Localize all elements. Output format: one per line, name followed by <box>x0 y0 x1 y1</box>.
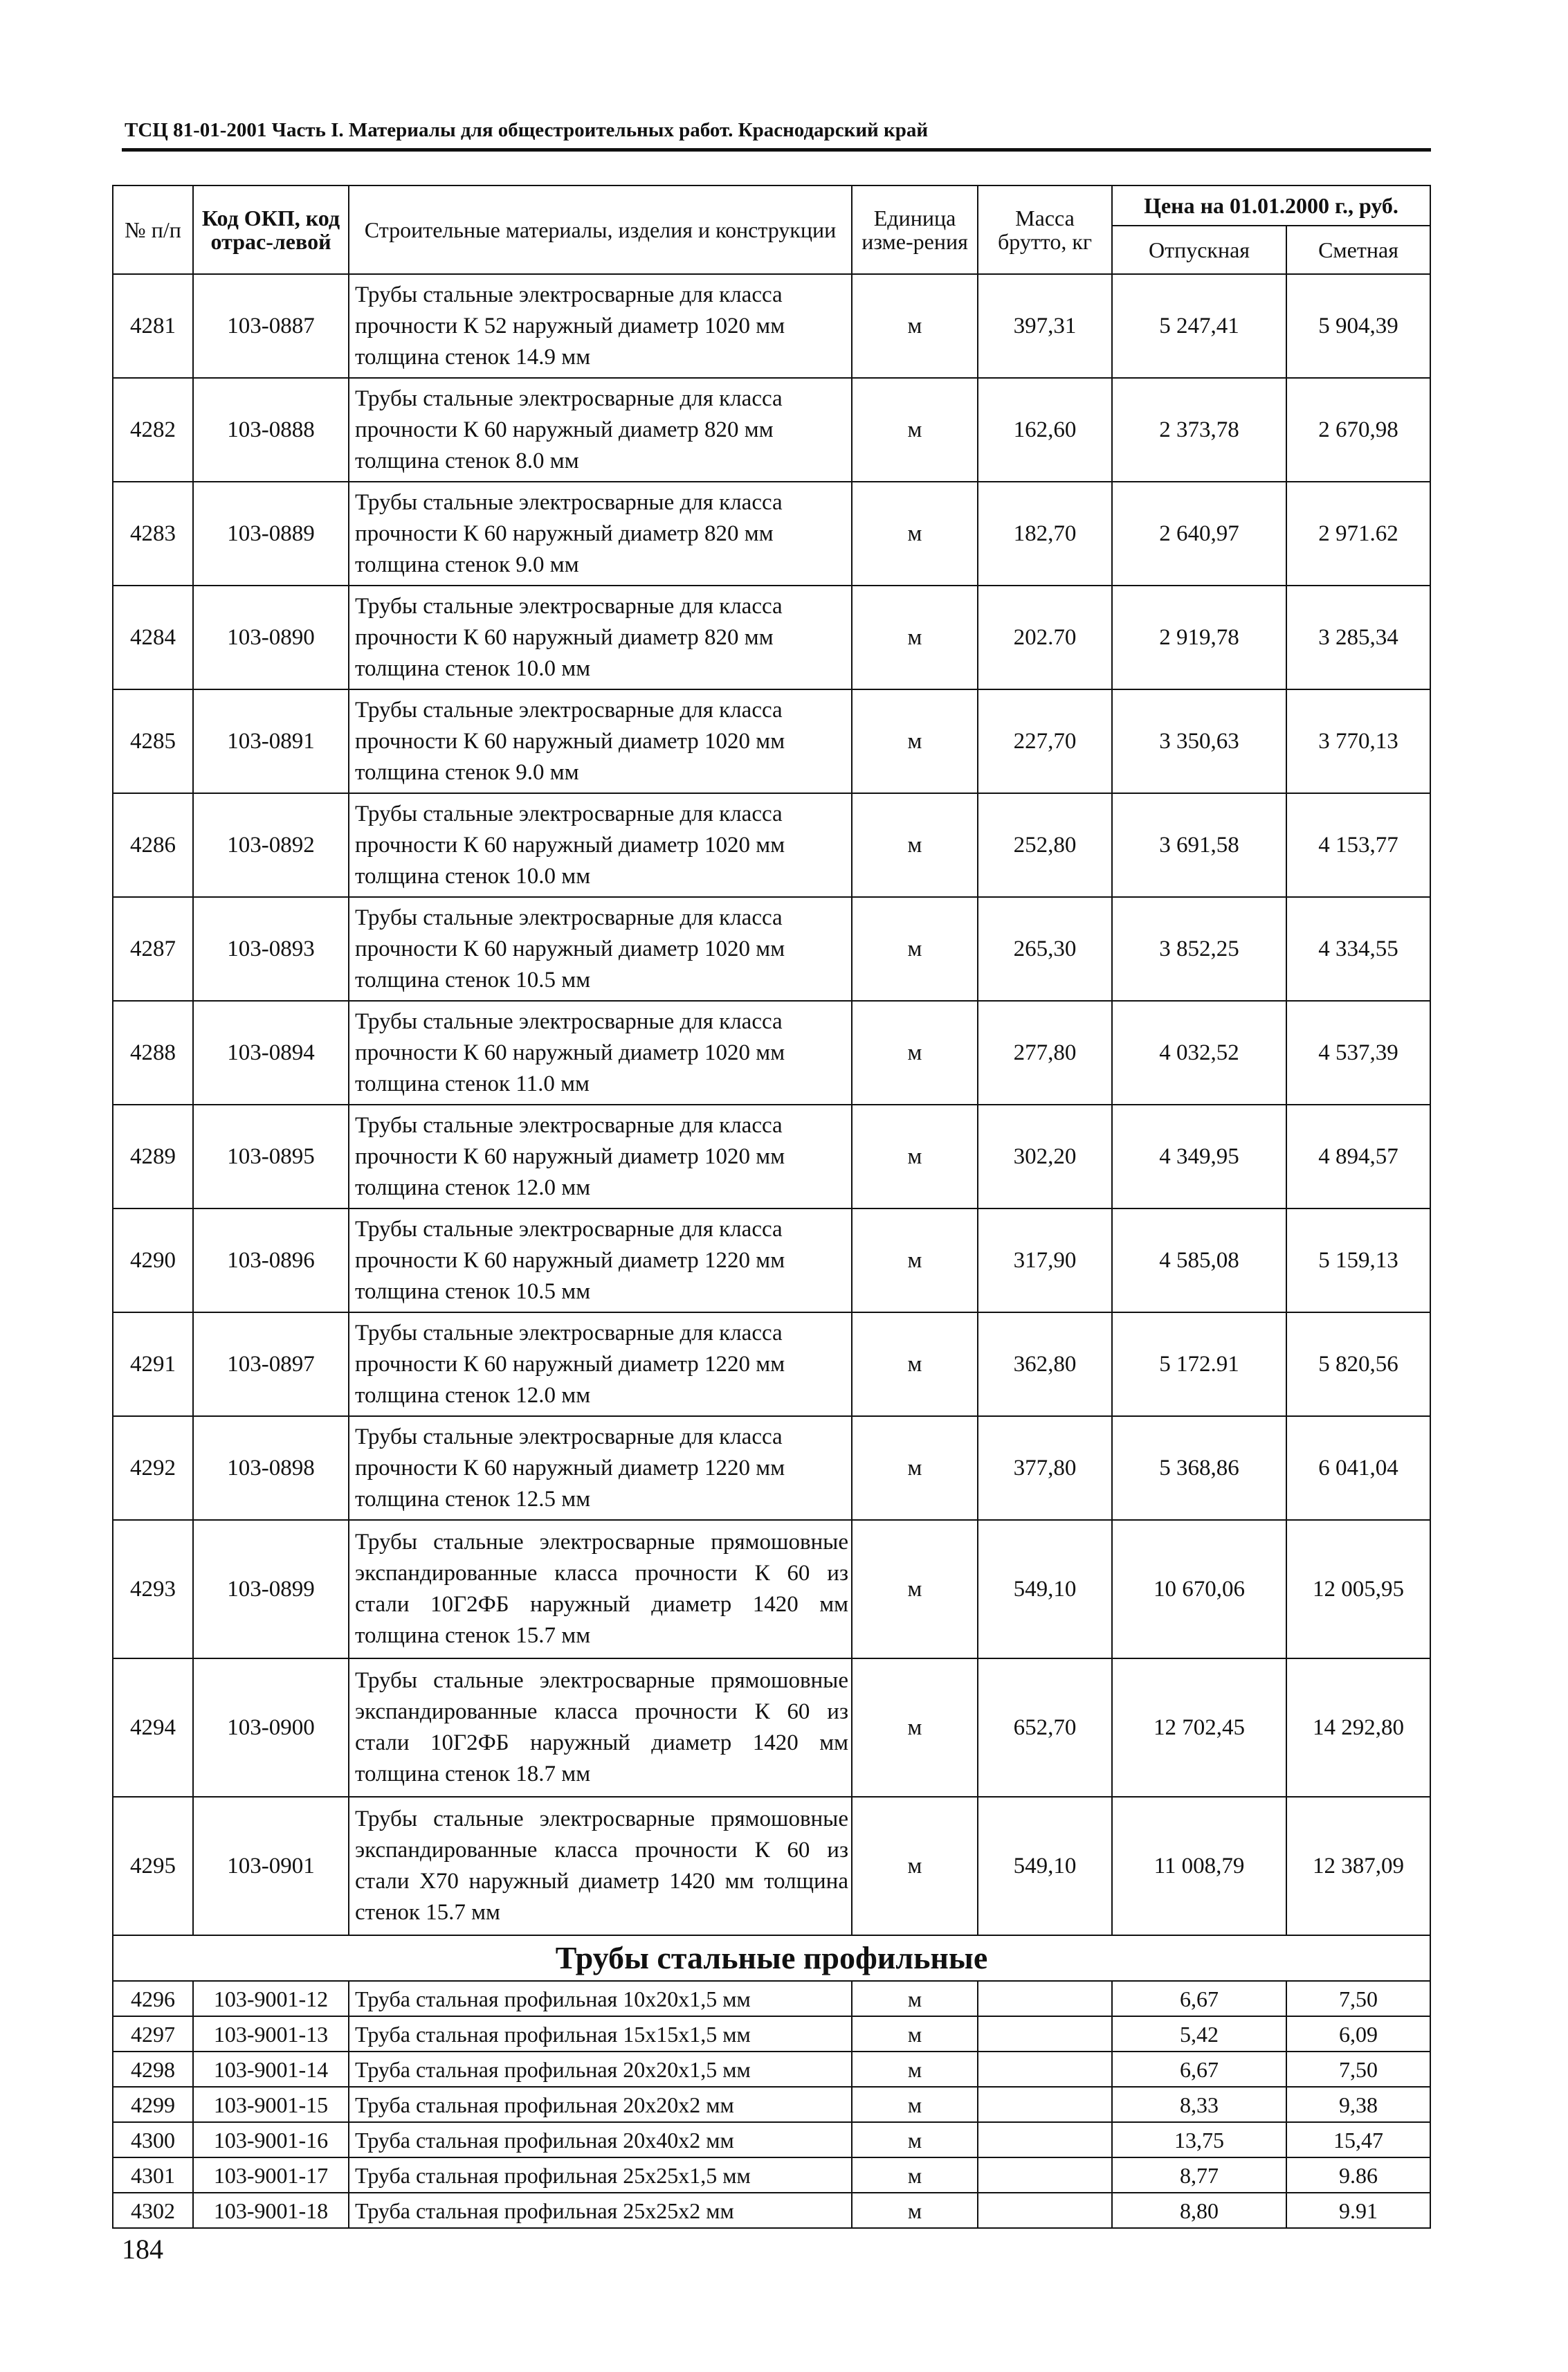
row-price-release: 4 032,52 <box>1112 1001 1286 1105</box>
row-number: 4292 <box>113 1416 193 1520</box>
row-code: 103-0900 <box>193 1658 349 1797</box>
row-price-estimate: 5 904,39 <box>1286 274 1430 378</box>
row-mass <box>978 1981 1112 2016</box>
row-unit: м <box>852 2122 978 2157</box>
row-code: 103-0894 <box>193 1001 349 1105</box>
table-row <box>113 1105 1430 1208</box>
row-price-estimate: 3 770,13 <box>1286 689 1430 793</box>
table-row <box>113 689 1430 793</box>
col-header-mass: Масса брутто, кг <box>978 185 1112 274</box>
row-unit: м <box>852 793 978 897</box>
row-description: Труба стальная профильная 10x20x1,5 мм <box>349 1981 852 2016</box>
section-title: Трубы стальные профильные <box>113 1935 1430 1981</box>
row-unit: м <box>852 274 978 378</box>
row-price-release: 11 008,79 <box>1112 1797 1286 1935</box>
table-row <box>113 793 1430 897</box>
table-row <box>113 1658 1430 1797</box>
row-number: 4295 <box>113 1797 193 1935</box>
row-price-estimate: 4 894,57 <box>1286 1105 1430 1208</box>
row-description: Трубы стальные электросварные для класса прочности К 60 наружный диаметр 1020 мм толщина стенок 11.0 мм <box>349 1001 852 1105</box>
row-unit: м <box>852 1520 978 1658</box>
row-mass <box>978 2122 1112 2157</box>
row-description: Трубы стальные электросварные для класса прочности К 60 наружный диаметр 1020 мм толщина стенок 10.0 мм <box>349 793 852 897</box>
row-price-release: 10 670,06 <box>1112 1520 1286 1658</box>
row-description: Труба стальная профильная 15x15x1,5 мм <box>349 2016 852 2052</box>
row-code: 103-9001-18 <box>193 2193 349 2228</box>
row-description: Трубы стальные электросварные для класса прочности К 60 наружный диаметр 1220 мм толщина стенок 12.0 мм <box>349 1312 852 1416</box>
row-code: 103-0898 <box>193 1416 349 1520</box>
row-price-release: 13,75 <box>1112 2122 1286 2157</box>
table-row <box>113 1001 1430 1105</box>
row-number: 4293 <box>113 1520 193 1658</box>
col-header-name: Строительные материалы, изделия и конструкции <box>349 185 852 274</box>
row-unit: м <box>852 1981 978 2016</box>
row-price-estimate: 6 041,04 <box>1286 1416 1430 1520</box>
row-mass: 277,80 <box>978 1001 1112 1105</box>
row-mass: 265,30 <box>978 897 1112 1001</box>
row-price-release: 3 852,25 <box>1112 897 1286 1001</box>
row-price-release: 4 585,08 <box>1112 1208 1286 1312</box>
row-description: Трубы стальные электросварные прямошовные экспандированные класса прочности К 60 из стали Х70 наружный диаметр 1420 мм толщина стенок 15.7 мм <box>349 1797 852 1935</box>
table-row <box>113 2052 1430 2087</box>
row-price-release: 8,80 <box>1112 2193 1286 2228</box>
row-description: Трубы стальные электросварные для класса прочности К 60 наружный диаметр 820 мм толщина стенок 8.0 мм <box>349 378 852 482</box>
row-description: Трубы стальные электросварные для класса прочности К 60 наружный диаметр 1220 мм толщина стенок 12.5 мм <box>349 1416 852 1520</box>
row-description: Трубы стальные электросварные прямошовные экспандированные класса прочности К 60 из стали 10Г2ФБ наружный диаметр 1420 мм толщина стенок 18.7 мм <box>349 1658 852 1797</box>
row-unit: м <box>852 2052 978 2087</box>
row-mass <box>978 2157 1112 2193</box>
row-price-release: 8,33 <box>1112 2087 1286 2122</box>
row-description: Трубы стальные электросварные для класса прочности К 60 наружный диаметр 1220 мм толщина стенок 10.5 мм <box>349 1208 852 1312</box>
row-price-release: 2 640,97 <box>1112 482 1286 586</box>
table-row <box>113 586 1430 689</box>
row-price-release: 12 702,45 <box>1112 1658 1286 1797</box>
row-code: 103-9001-15 <box>193 2087 349 2122</box>
table-row <box>113 2122 1430 2157</box>
row-unit: м <box>852 2016 978 2052</box>
col-header-code: Код ОКП, код отрас-левой <box>193 185 349 274</box>
row-code: 103-0897 <box>193 1312 349 1416</box>
table-row <box>113 274 1430 378</box>
row-number: 4302 <box>113 2193 193 2228</box>
materials-price-table <box>112 185 1431 2229</box>
row-code: 103-9001-16 <box>193 2122 349 2157</box>
row-mass <box>978 2052 1112 2087</box>
row-code: 103-0892 <box>193 793 349 897</box>
row-price-release: 5,42 <box>1112 2016 1286 2052</box>
row-unit: м <box>852 1416 978 1520</box>
row-description: Трубы стальные электросварные для класса прочности К 52 наружный диаметр 1020 мм толщина стенок 14.9 мм <box>349 274 852 378</box>
section-row <box>113 1935 1430 1981</box>
row-unit: м <box>852 1797 978 1935</box>
row-code: 103-0891 <box>193 689 349 793</box>
row-price-release: 2 919,78 <box>1112 586 1286 689</box>
row-price-estimate: 4 537,39 <box>1286 1001 1430 1105</box>
row-unit: м <box>852 689 978 793</box>
row-mass: 202.70 <box>978 586 1112 689</box>
table-row <box>113 2193 1430 2228</box>
row-mass: 302,20 <box>978 1105 1112 1208</box>
row-price-release: 3 691,58 <box>1112 793 1286 897</box>
row-code: 103-0899 <box>193 1520 349 1658</box>
row-code: 103-9001-12 <box>193 1981 349 2016</box>
row-unit: м <box>852 2193 978 2228</box>
row-mass: 317,90 <box>978 1208 1112 1312</box>
table-row <box>113 1981 1430 2016</box>
row-price-release: 6,67 <box>1112 2052 1286 2087</box>
row-description: Трубы стальные электросварные для класса прочности К 60 наружный диаметр 820 мм толщина стенок 10.0 мм <box>349 586 852 689</box>
row-code: 103-0887 <box>193 274 349 378</box>
row-number: 4300 <box>113 2122 193 2157</box>
row-description: Труба стальная профильная 20x40x2 мм <box>349 2122 852 2157</box>
row-code: 103-9001-17 <box>193 2157 349 2193</box>
row-price-estimate: 9.91 <box>1286 2193 1430 2228</box>
row-price-estimate: 7,50 <box>1286 2052 1430 2087</box>
row-unit: м <box>852 1312 978 1416</box>
table-header-row <box>113 185 1430 226</box>
row-price-estimate: 15,47 <box>1286 2122 1430 2157</box>
row-number: 4286 <box>113 793 193 897</box>
row-description: Трубы стальные электросварные для класса прочности К 60 наружный диаметр 820 мм толщина стенок 9.0 мм <box>349 482 852 586</box>
row-mass: 362,80 <box>978 1312 1112 1416</box>
row-code: 103-0890 <box>193 586 349 689</box>
row-unit: м <box>852 2157 978 2193</box>
row-description: Трубы стальные электросварные для класса прочности К 60 наружный диаметр 1020 мм толщина стенок 9.0 мм <box>349 689 852 793</box>
col-header-unit: Единица изме-рения <box>852 185 978 274</box>
row-number: 4284 <box>113 586 193 689</box>
col-header-price-group: Цена на 01.01.2000 г., руб. <box>1112 185 1430 226</box>
row-price-estimate: 14 292,80 <box>1286 1658 1430 1797</box>
row-price-release: 8,77 <box>1112 2157 1286 2193</box>
table-row <box>113 378 1430 482</box>
document-header: ТСЦ 81-01-2001 Часть I. Материалы для общестроительных работ. Краснодарский край <box>125 119 929 141</box>
row-number: 4301 <box>113 2157 193 2193</box>
row-price-estimate: 6,09 <box>1286 2016 1430 2052</box>
row-number: 4297 <box>113 2016 193 2052</box>
row-unit: м <box>852 897 978 1001</box>
row-number: 4282 <box>113 378 193 482</box>
row-mass <box>978 2016 1112 2052</box>
table-row <box>113 482 1430 586</box>
row-price-estimate: 2 971.62 <box>1286 482 1430 586</box>
row-number: 4283 <box>113 482 193 586</box>
row-description: Труба стальная профильная 25x25x1,5 мм <box>349 2157 852 2193</box>
row-code: 103-0901 <box>193 1797 349 1935</box>
row-number: 4287 <box>113 897 193 1001</box>
row-mass: 162,60 <box>978 378 1112 482</box>
row-unit: м <box>852 1001 978 1105</box>
row-price-estimate: 12 387,09 <box>1286 1797 1430 1935</box>
row-price-estimate: 5 820,56 <box>1286 1312 1430 1416</box>
row-unit: м <box>852 586 978 689</box>
table-row <box>113 2087 1430 2122</box>
row-description: Труба стальная профильная 20x20x2 мм <box>349 2087 852 2122</box>
row-price-estimate: 9,38 <box>1286 2087 1430 2122</box>
row-description: Труба стальная профильная 20x20x1,5 мм <box>349 2052 852 2087</box>
row-unit: м <box>852 1658 978 1797</box>
row-price-estimate: 12 005,95 <box>1286 1520 1430 1658</box>
row-unit: м <box>852 2087 978 2122</box>
row-price-release: 5 247,41 <box>1112 274 1286 378</box>
header-rule <box>122 148 1431 152</box>
row-unit: м <box>852 1208 978 1312</box>
row-mass: 252,80 <box>978 793 1112 897</box>
col-header-price-release: Отпускная <box>1112 226 1286 274</box>
table-row <box>113 1797 1430 1935</box>
row-price-release: 3 350,63 <box>1112 689 1286 793</box>
row-price-estimate: 3 285,34 <box>1286 586 1430 689</box>
row-number: 4285 <box>113 689 193 793</box>
page-number: 184 <box>122 2234 163 2265</box>
row-number: 4299 <box>113 2087 193 2122</box>
row-code: 103-9001-14 <box>193 2052 349 2087</box>
row-number: 4291 <box>113 1312 193 1416</box>
row-price-release: 5 368,86 <box>1112 1416 1286 1520</box>
row-mass: 549,10 <box>978 1797 1112 1935</box>
row-number: 4281 <box>113 274 193 378</box>
row-number: 4298 <box>113 2052 193 2087</box>
table-row <box>113 1416 1430 1520</box>
row-code: 103-0889 <box>193 482 349 586</box>
table-row <box>113 1208 1430 1312</box>
row-mass <box>978 2193 1112 2228</box>
table-row <box>113 2157 1430 2193</box>
row-number: 4289 <box>113 1105 193 1208</box>
row-code: 103-9001-13 <box>193 2016 349 2052</box>
row-unit: м <box>852 482 978 586</box>
row-description: Труба стальная профильная 25x25x2 мм <box>349 2193 852 2228</box>
row-price-estimate: 4 153,77 <box>1286 793 1430 897</box>
row-mass: 397,31 <box>978 274 1112 378</box>
row-code: 103-0888 <box>193 378 349 482</box>
row-description: Трубы стальные электросварные для класса прочности К 60 наружный диаметр 1020 мм толщина стенок 12.0 мм <box>349 1105 852 1208</box>
row-number: 4296 <box>113 1981 193 2016</box>
row-mass: 549,10 <box>978 1520 1112 1658</box>
row-code: 103-0893 <box>193 897 349 1001</box>
col-header-price-estimate: Сметная <box>1286 226 1430 274</box>
row-price-estimate: 9.86 <box>1286 2157 1430 2193</box>
row-mass: 652,70 <box>978 1658 1112 1797</box>
table-row <box>113 1312 1430 1416</box>
row-code: 103-0895 <box>193 1105 349 1208</box>
row-number: 4294 <box>113 1658 193 1797</box>
row-mass: 377,80 <box>978 1416 1112 1520</box>
row-unit: м <box>852 1105 978 1208</box>
row-description: Трубы стальные электросварные для класса прочности К 60 наружный диаметр 1020 мм толщина стенок 10.5 мм <box>349 897 852 1001</box>
row-price-release: 2 373,78 <box>1112 378 1286 482</box>
row-unit: м <box>852 378 978 482</box>
row-mass <box>978 2087 1112 2122</box>
row-number: 4288 <box>113 1001 193 1105</box>
table-row <box>113 2016 1430 2052</box>
row-price-estimate: 4 334,55 <box>1286 897 1430 1001</box>
row-mass: 227,70 <box>978 689 1112 793</box>
row-mass: 182,70 <box>978 482 1112 586</box>
row-description: Трубы стальные электросварные прямошовные экспандированные класса прочности К 60 из стали 10Г2ФБ наружный диаметр 1420 мм толщина стенок 15.7 мм <box>349 1520 852 1658</box>
row-price-estimate: 2 670,98 <box>1286 378 1430 482</box>
row-price-release: 5 172.91 <box>1112 1312 1286 1416</box>
row-price-release: 4 349,95 <box>1112 1105 1286 1208</box>
row-price-release: 6,67 <box>1112 1981 1286 2016</box>
row-price-estimate: 5 159,13 <box>1286 1208 1430 1312</box>
row-number: 4290 <box>113 1208 193 1312</box>
table-row <box>113 1520 1430 1658</box>
row-price-estimate: 7,50 <box>1286 1981 1430 2016</box>
col-header-num: № п/п <box>113 185 193 274</box>
row-code: 103-0896 <box>193 1208 349 1312</box>
table-row <box>113 897 1430 1001</box>
